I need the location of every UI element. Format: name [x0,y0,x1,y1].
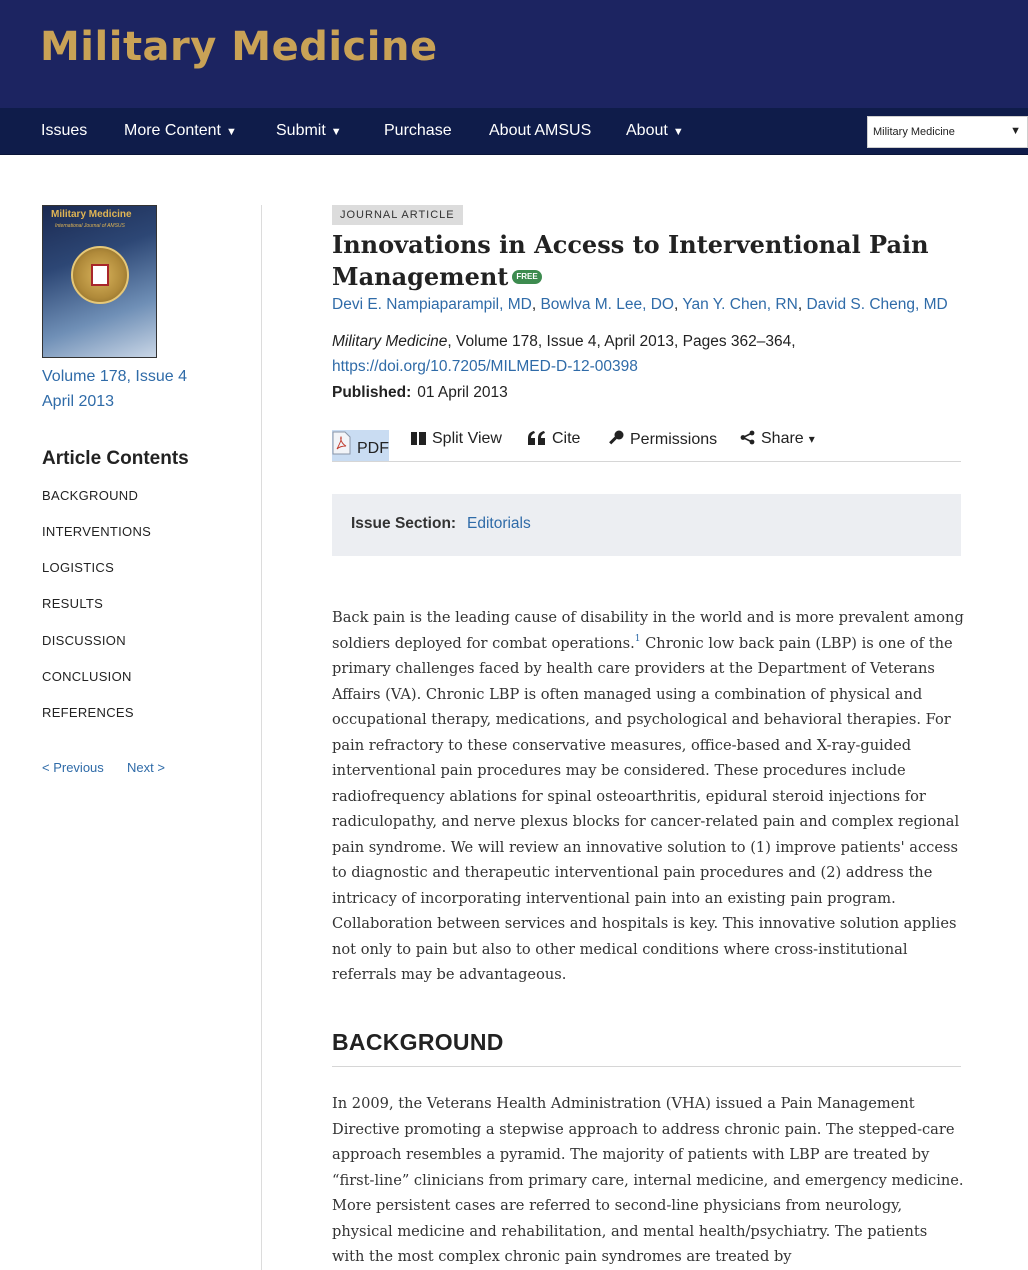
article-toolbar [332,426,961,462]
site-logo[interactable]: Military Medicine [40,24,438,70]
share-icon [740,430,755,445]
nav-purchase[interactable]: Purchase [384,122,452,139]
article-title: Innovations in Access to Interventional Pain Management FREE [332,230,929,291]
cover-subtitle: International Journal of AMSUS [55,223,125,229]
section-heading-background: BACKGROUND [332,1029,961,1067]
permissions-button[interactable]: Permissions [608,430,717,449]
toc-references[interactable]: REFERENCES [42,705,134,720]
doi-link[interactable]: https://doi.org/10.7205/MILMED-D-12-00398 [332,358,638,375]
split-view-button[interactable]: Split View [411,430,502,448]
toc-interventions[interactable]: INTERVENTIONS [42,524,152,539]
toc-background[interactable]: BACKGROUND [42,488,139,503]
pdf-button[interactable]: PDF [332,430,389,461]
issue-section-link[interactable]: Editorials [467,515,531,532]
article-type-badge: JOURNAL ARTICLE [332,205,463,225]
toc-discussion[interactable]: DISCUSSION [42,633,126,648]
caret-down-icon: ▾ [808,432,815,446]
toc-results[interactable]: RESULTS [42,596,104,611]
masthead [0,0,1028,108]
sidebar-divider [261,205,262,1270]
cover-title: Military Medicine [51,209,132,220]
issue-section-box [332,494,961,556]
author-link[interactable]: Bowlva M. Lee, DO [540,296,674,313]
issue-date-link[interactable]: April 2013 [42,393,115,410]
author-link[interactable]: Devi E. Nampiaparampil, MD [332,296,532,313]
cover-seal-icon [71,246,129,304]
nav-issues[interactable]: Issues [41,122,88,139]
author-link[interactable]: Yan Y. Chen, RN [682,296,798,313]
share-button[interactable]: Share ▾ [740,430,815,448]
nav-submit[interactable]: Submit ▼ [276,122,342,139]
caret-down-icon: ▼ [330,126,342,138]
nav-about-amsus[interactable]: About AMSUS [489,122,592,139]
free-badge: FREE [512,270,541,284]
author-list: Devi E. Nampiaparampil, MD, Bowlva M. Lee, DO, Yan Y. Chen, RN, David S. Cheng, MD [332,296,948,313]
quote-icon [528,431,546,445]
abstract-paragraph: Back pain is the leading cause of disability in the world and is more prevalent among soldiers deployed for combat operations.$^1$ Chronic low back pain (LBP) is one of the primary challenges faced by health care providers at the Department of Veterans Affairs (VA). Chronic LBP is often managed using a combination of physical and occupational therapy, medications, and psychological and behavioral therapies. For pain refractory to these conservative measures, office-based and X-ray-guided interventional pain procedures may be considered. These procedures include radiofrequency ablations for spinal osteoarthritis, epidural steroid injections for radiculopathy, and nerve plexus blocks for cancer-related pain and complex regional pain syndrome. We will review an innovative solution to (1) improve patients' access to diagnostic and therapeutic interventional pain procedures and (2) address the intricacy of incorporating interventional pain into an existing pain program. Collaboration between services and hospitals is key. This innovative solution applies not only to pain but also to other medical conditions where cross-institutional referrals may be advantageous. [332,609,964,983]
journal-select[interactable]: Military Medicine ▼ [867,116,1028,148]
toc-logistics[interactable]: LOGISTICS [42,560,115,575]
journal-name: Military Medicine [332,333,448,350]
published-date: Published: 01 April 2013 [332,384,508,401]
citation-line: Military Medicine, Volume 178, Issue 4, April 2013, Pages 362–364, [332,333,796,350]
split-view-icon [411,432,426,445]
volume-issue-link[interactable]: Volume 178, Issue 4 [42,368,187,385]
toc-conclusion[interactable]: CONCLUSION [42,669,132,684]
previous-article-link[interactable]: < Previous [42,760,104,775]
issue-section-label: Issue Section: [351,515,457,532]
article-contents-heading: Article Contents [42,448,189,469]
select-caret-icon: ▼ [1010,125,1021,137]
cite-button[interactable]: Cite [528,430,580,448]
caret-down-icon: ▼ [225,126,237,138]
reference-link[interactable]: 1 [634,633,641,644]
issue-cover-image[interactable] [42,205,157,358]
caret-down-icon: ▼ [672,126,684,138]
background-paragraph: In 2009, the Veterans Health Administration (VHA) issued a Pain Management Directive promoting a stepwise approach to address chronic pain. The stepped-care approach resembles a pyramid. The majority of patients with LBP are treated by “first-line” clinicians from primary care, internal medicine, and emergency medicine. More persistent cases are referred to second-line physicians from neurology, physical medicine and rehabilitation, and mental health/psychiatry. The patients with the most complex chronic pain syndromes are treated by [332,1095,964,1265]
key-icon [608,430,624,446]
next-article-link[interactable]: Next > [127,760,165,775]
author-link[interactable]: David S. Cheng, MD [806,296,948,313]
nav-more-content[interactable]: More Content ▼ [124,122,237,139]
pdf-icon [332,431,351,455]
nav-about[interactable]: About ▼ [626,122,684,139]
